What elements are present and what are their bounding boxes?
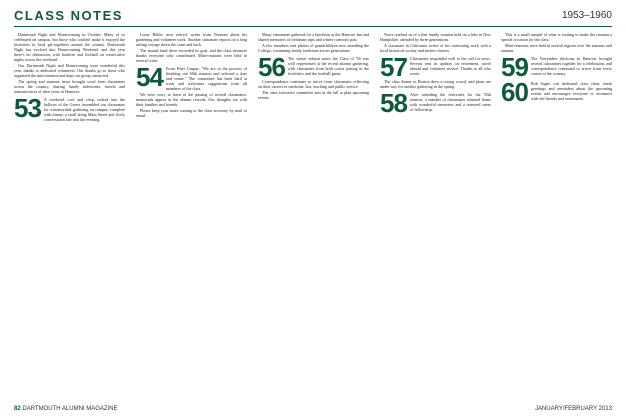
class-year-number: 60 (501, 77, 528, 108)
class-year-number: 57 (380, 52, 407, 83)
class-year-block (380, 52, 491, 83)
class-year-text: Bob Sager, our dedicated class chair, sends greetings and reminders about the upcoming events and encourages everyone to reconnect with old friends and roommates. (530, 81, 612, 102)
paragraph: Many classmates gathered for a luncheon at the Hanover Inn and shared memories of freshman trips and winter carnivals past. (258, 32, 369, 42)
class-year-number: 59 (501, 52, 528, 83)
class-year-block (258, 52, 369, 83)
paragraph: The spring and summer news brought word from classmates across the country, sharing family milestones, travels and reminiscences of their years in Hanover. (14, 79, 125, 95)
year-range: 1953–1960 (561, 10, 612, 21)
footer-left (14, 406, 118, 412)
class-year-number: 58 (380, 88, 407, 119)
class-year-number: 56 (258, 52, 285, 83)
class-year-text: A weekend, cool and crisp, tucked into the hollows of the Green, assembled our classmates for a memorable gathering on campus, complete with dinner, a stroll along Main Street and lively conversation late into the evening. (43, 97, 125, 123)
class-year-number: 54 (136, 62, 163, 93)
page-header (14, 8, 612, 28)
paragraph: News reached us of a fine family reunion held on a lake in New Hampshire, attended by three generations. (380, 32, 491, 42)
paragraph: The class dinner in Boston drew a strong crowd, and plans are under way for another gathering in the spring. (380, 79, 491, 90)
page-footer (14, 406, 612, 416)
column-3 (258, 32, 369, 402)
class-year-text: Classmates responded well to the call for news. Several sent in updates on retirement, travel abroad and volunteer service. Thanks to all who wrote. (409, 56, 491, 77)
paragraph: The class executive committee met in the fall to plan upcoming events. (258, 90, 369, 101)
article-columns (14, 32, 612, 402)
paragraph: Lucas Heller, now retired, writes from Vermont about his gardening and volunteer work. Another classmate reports on a long sailing voyage down the coast and back. (136, 32, 247, 47)
class-year-block (14, 93, 125, 124)
column-1 (14, 32, 125, 402)
paragraph: Dartmouth Night and Homecoming in October. Many of us celebrated on campus, but those who couldn't make it enjoyed the festivities in local get-togethers around the country. Dartmouth Night has evolved into Homecoming Weekend, and this year there's no distinction, with bonfires and football on consecutive nights across the weekend. (14, 32, 125, 62)
issue-date: JANUARY/FEBRUARY 2013 (534, 406, 612, 412)
column-4 (380, 32, 491, 402)
class-year-text: The winter edition notes the Class of '56 was well represented at the recent alumni gathering, with classmates from both coasts joining in the festivities and the football game. (287, 56, 369, 77)
paragraph: A classmate in California writes of his continuing work with a local historical society and invites visitors. (380, 43, 491, 54)
section-title: CLASS NOTES (14, 8, 123, 23)
class-year-block (380, 88, 491, 119)
paragraph: Our Dartmouth Night and Homecoming were wonderful this year, thanks to dedicated volunteers. Our thanks go to those who organized the mini-reunion and kept our group connected. (14, 63, 125, 79)
paragraph: This is a small sample of what is waiting to make the reunion a special occasion for the class. (501, 32, 612, 42)
paragraph: The annual fund drive exceeded its goal, and the class treasurer thanks everyone who contributed. Mini-reunions were held in several cities. (136, 48, 247, 64)
paragraph: Correspondence continues to arrive from classmates reflecting on their careers in medicine, law, teaching and public service. (258, 79, 369, 90)
paragraph: We were sorry to learn of the passing of several classmates; memorials appear in the alumni records. Our thoughts are with their families and friends. (136, 92, 247, 108)
paragraph: Please keep your notes coming to the class secretary by mail or email. (136, 108, 247, 119)
class-year-text: From Peter Gaspar: "We are in the process of finishing our 60th reunion and selected a date and venue." The committee has been hard at work and welcomes suggestions from all members of the class. (165, 66, 247, 92)
column-2 (136, 32, 247, 402)
class-year-block (136, 62, 247, 93)
class-year-block (501, 77, 612, 108)
column-5 (501, 32, 612, 402)
class-year-text: The November elections in Hanover brought several classmates together for a celebration, and correspondence continued to arrive from every corner of the country. (530, 56, 612, 77)
class-year-text: After attending the festivities for the 55th reunion, a number of classmates returned home with wonderful memories and a renewed sense of fellowship. (409, 92, 491, 113)
paragraph: A few members sent photos of grandchildren now attending the College, continuing family traditions across generations. (258, 43, 369, 54)
publication-name: DARTMOUTH ALUMNI MAGAZINE (22, 406, 118, 412)
class-year-block (501, 52, 612, 83)
header-rule (14, 26, 612, 27)
page-number: 82 (14, 406, 21, 412)
paragraph: Mini-reunions were held in several regions over the summer and autumn. (501, 43, 612, 54)
class-year-number: 53 (14, 93, 41, 124)
